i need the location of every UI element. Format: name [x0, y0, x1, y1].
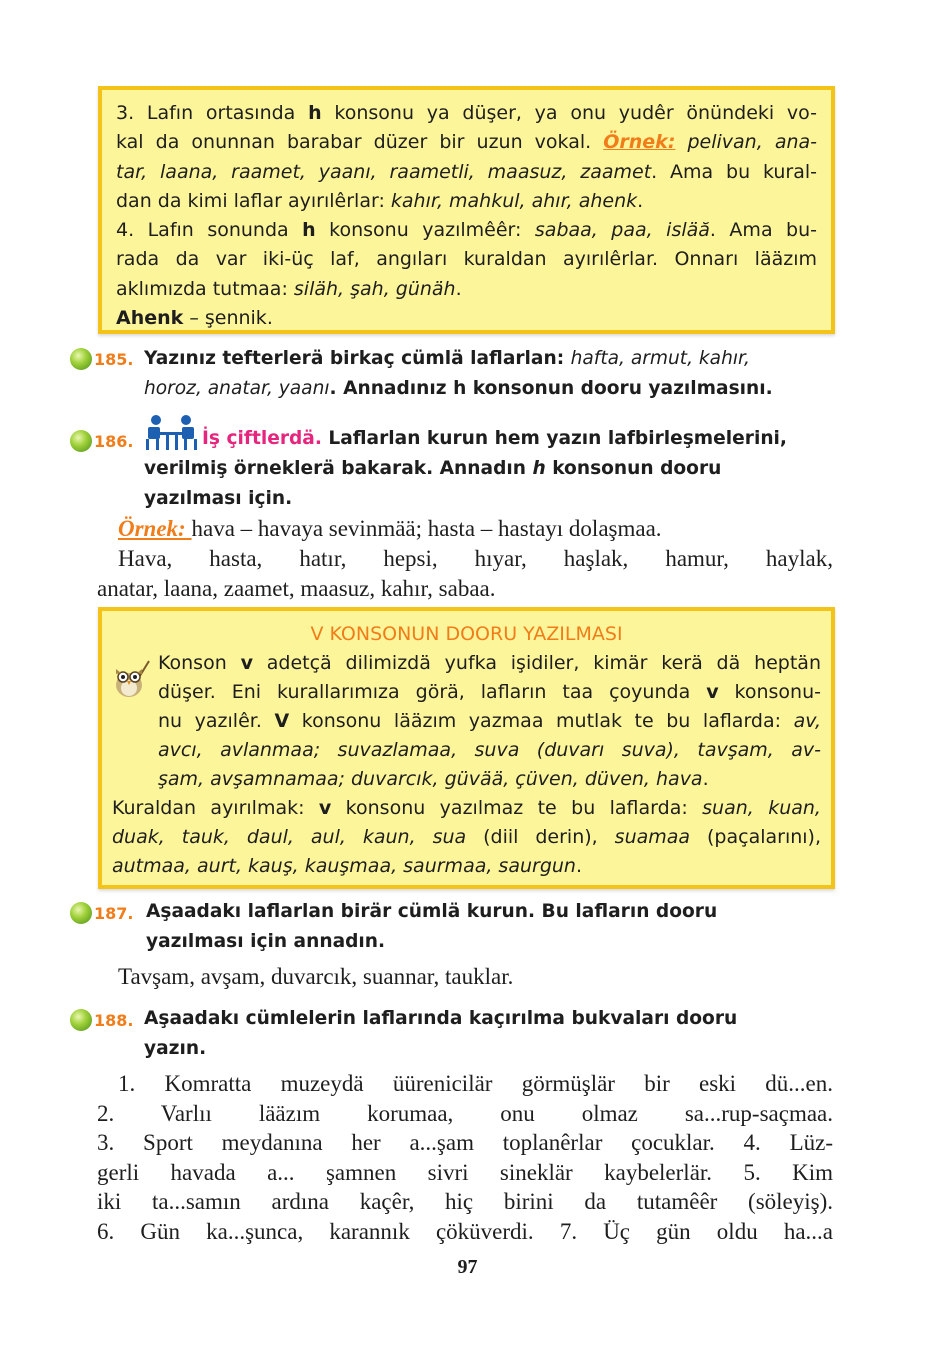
text-line: gerli havada a... şamnen sivri sineklär kaybelerlär. 5. Kim: [97, 1159, 833, 1185]
rule-line: nu yazılêr. V konsonu lääzım yazmaa mutlak te bu laflarda: av,: [158, 710, 821, 732]
exercise-188-instruction: Aşaadakı cümlelerin laflarında kaçırılma bukvaları dooru yazın.: [144, 1008, 738, 1059]
rule-line: tar, laana, raamet, yaanı, raametli, maasuz, zaamet. Ama bu kural-: [116, 160, 817, 183]
rule-line: düşer. Eni kurallarımıza görä, lafların taa çoyunda v konsonu-: [158, 681, 821, 703]
pair-work-label: İş çiftlerdä.: [202, 428, 322, 449]
exercise-188-text: [97, 1069, 833, 1246]
exercise-number-badge: 186.: [70, 430, 133, 452]
rule-line: autmaa, aurt, kauş, kauşmaa, saurmaa, saurgun.: [112, 855, 583, 877]
text-line: 6. Gün ka...şunca, karannık çöküverdi. 7. Üç gün oldu ha...a: [97, 1218, 833, 1244]
rule-line: aklımızda tutmaa: siläh, şah, günäh.: [116, 277, 462, 300]
rule-box-h-consonant: [98, 86, 835, 334]
exercise-number-badge: 185.: [70, 348, 133, 370]
rule-line: kal da onunnan barabar düzer bir uzun vokal. Örnek: pelivan, ana-: [116, 131, 817, 154]
exercise-186-instruction-line-1: İş çiftlerdä. Laflarlan kurun hem yazın lafbirleşmelerini,: [202, 428, 787, 449]
bullet-ball-icon: [70, 1009, 92, 1031]
rule-line: rada da var iki-üç laf, angıları kuraldan ayırılêrlar. Onnarı lääzım: [116, 248, 817, 271]
exercise-185-instruction: Yazınız tefterlerä birkaç cümlä laflarlan: hafta, armut, kahır, horoz, anatar, yaanı. Annadınız h konsonun dooru yazılmasını.: [144, 348, 773, 399]
exercise-number-badge: 187.: [70, 902, 133, 924]
text-line: 1. Komratta muzeydä üürenicilär görmüşlär bir eski dü...en.: [118, 1071, 833, 1096]
pair-work-icon: [144, 414, 200, 452]
rule-line: duak, tauk, daul, aul, kaun, sua (diil derin), suamaa (paçalarını),: [112, 826, 822, 848]
rule-line: Kuraldan ayırılmak: v konsonu yazılmaz te bu laflarda: suan, kuan,: [112, 797, 821, 819]
rule-line: 3. Lafın ortasında h konsonu ya düşer, ya onu yudêr önündeki vo-: [116, 102, 818, 124]
exercise-186-example: Örnek: hava – havaya sevinmää; hasta – hastayı dolaşmaa.: [118, 516, 662, 541]
exercise-186-instruction-line-2: verilmiş örneklerä bakarak. Annadın h konsonun dooru yazılması için.: [144, 458, 722, 509]
rule-line: 4. Lafın sonunda h konsonu yazılmêêr: sabaa, paa, isläă. Ama bu-: [116, 219, 818, 242]
exercise-number-badge: 188.: [70, 1009, 133, 1031]
text-line: 3. Sport meydanına her a...şam toplanêrlar çocuklar. 4. Lüz-: [97, 1130, 833, 1155]
exercise-187-word-list: Tavşam, avşam, duvarcık, suannar, tauklar.: [118, 964, 514, 989]
example-label: Örnek:: [603, 131, 676, 154]
example-label: Örnek:: [118, 516, 192, 541]
rule-line: şam, avşamnamaa; duvarcık, güvää, çüven, düven, hava.: [158, 768, 709, 790]
owl-teacher-icon: [112, 659, 150, 699]
rule-line: dan da kimi laflar ayırılêrlar: kahır, mahkul, ahır, ahenk.: [116, 189, 644, 212]
exercise-187-instruction: Aşaadakı laflarlan birär cümlä kurun. Bu lafların dooru yazılması için annadın.: [146, 901, 718, 952]
text-line: 2. Varlıı lääzım korumaa, onu olmaz sa...rup-saçmaa.: [97, 1100, 833, 1126]
rule-box-v-consonant: [98, 607, 835, 889]
text-line: iki ta...samın ardına kaçêr, hiç birini da tutamêêr (söleyiş).: [97, 1189, 833, 1214]
rule-line: avcı, avlanmaa; suvazlamaa, suva (duvarı suva), tavşam, av-: [158, 739, 821, 761]
rule-heading: V KONSONUN DOORU YAZILMASI: [310, 623, 623, 645]
rule-line: Konson v adetçä dilimizdä yufka işidiler, kimär kerä dä heptän: [158, 652, 821, 674]
bullet-ball-icon: [70, 902, 92, 924]
bullet-ball-icon: [70, 348, 92, 370]
page-number: 97: [457, 1256, 478, 1278]
exercise-186-word-list: Hava, hasta, hatır, hepsi, hıyar, haşlak, hamur, haylak, anatar, laana, zaamet, maasuz, kahır, sabaa.: [97, 546, 833, 601]
bullet-ball-icon: [70, 430, 92, 452]
rule-line: Ahenk – şennik.: [116, 307, 273, 330]
